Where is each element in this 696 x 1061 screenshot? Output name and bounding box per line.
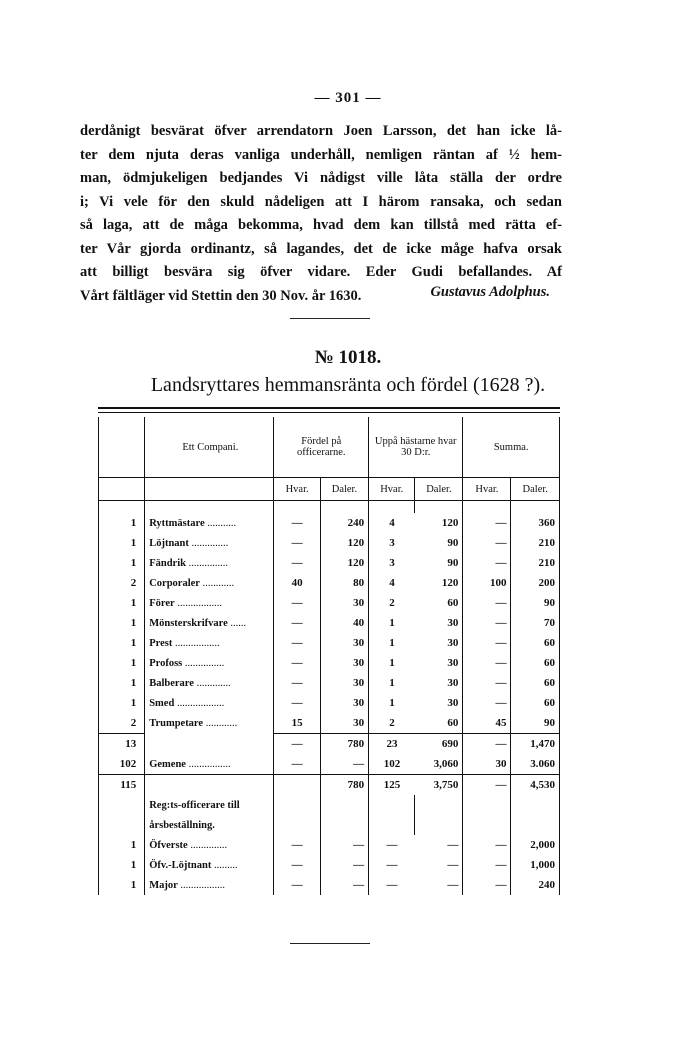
cell-e: —: [463, 613, 511, 633]
cell-name: Profoss ...............: [145, 653, 274, 673]
letter-line: i; Vi vele för den skuld nådeligen att I härom ransaka, och sedan: [80, 193, 562, 210]
cell-c: —: [386, 839, 398, 851]
cell-c: 23: [369, 734, 415, 755]
dot-leader: ............: [199, 577, 235, 589]
letter-line: att billigt besvära sig öfver vidare. Eder Gudi befallandes. Af: [80, 264, 562, 280]
dot-leader: ............: [203, 717, 238, 729]
dot-leader: .........: [211, 859, 238, 871]
signature: Gustavus Adolphus.: [430, 284, 550, 300]
section-label: årsbeställning.: [145, 815, 274, 835]
cell-b: 30: [320, 653, 368, 673]
cell-e: 100: [463, 573, 511, 593]
cell-name: Prest .................: [145, 633, 274, 653]
cell-d: 3,750: [415, 775, 463, 796]
cell-name: Trumpetare ............: [145, 713, 274, 734]
cell-f: 60: [511, 653, 560, 673]
cell-c: —: [386, 859, 398, 871]
cell-d: 690: [415, 734, 463, 755]
cell-a: —: [274, 673, 320, 693]
letter-line: Vårt fältläger vid Stettin den 30 Nov. år 1630.: [80, 287, 362, 304]
regiment-row: [99, 855, 560, 875]
cell-e: —: [463, 533, 511, 553]
cell-e: —: [463, 775, 511, 796]
cell-f: 200: [511, 573, 560, 593]
cell-n: 1: [99, 633, 145, 653]
letter-line: ter dem njuta deras vanliga underhåll, nemligen räntan af ½ hem-: [80, 146, 562, 163]
cell-e: —: [463, 734, 511, 755]
cell-n: 1: [99, 855, 145, 875]
table-row: [99, 553, 560, 573]
cell-a: —: [274, 613, 320, 633]
header-horses: Uppå hästarne hvar 30 D:r.: [369, 417, 463, 478]
cell-n: 1: [99, 553, 145, 573]
cell-n: 1: [99, 835, 145, 855]
header-company: Ett Compani.: [145, 417, 274, 478]
table-row: [99, 633, 560, 653]
cell-f: 210: [511, 553, 560, 573]
cell-b: 30: [320, 713, 368, 734]
cell-d: —: [415, 875, 463, 895]
cell-b: 120: [320, 553, 368, 573]
dot-leader: .................: [177, 879, 226, 891]
cell-a: —: [274, 693, 320, 713]
cell-f: 60: [511, 633, 560, 653]
cell-n: 2: [99, 573, 145, 593]
cell-n: 1: [99, 875, 145, 895]
cell-e: —: [463, 513, 511, 533]
cell-c: 3: [389, 557, 395, 569]
cell-d: 30: [415, 673, 463, 693]
cell-e: 45: [463, 713, 511, 734]
regiment-row: [99, 835, 560, 855]
cell-e: —: [463, 653, 511, 673]
cell-d: 120: [415, 573, 463, 593]
cell-f: 3.060: [511, 754, 560, 775]
cell-c: 4: [389, 517, 395, 529]
cell-n: 1: [99, 673, 145, 693]
cell-b: 120: [320, 533, 368, 553]
cell-c: —: [386, 879, 398, 891]
table-row: [99, 653, 560, 673]
dot-leader: ................: [185, 758, 231, 770]
dot-leader: .................: [174, 597, 222, 609]
cell-c: 2: [389, 597, 395, 609]
table-row: [99, 693, 560, 713]
table-row: [99, 713, 560, 734]
letter-line: ter Vår gjorda ordinantz, så lagandes, det de icke måge hafva orsak: [80, 240, 562, 257]
cell-a: —: [274, 653, 320, 673]
letter-text: [80, 120, 562, 308]
cell-name: Ryttmästare ...........: [145, 513, 274, 533]
dot-leader: ...............: [185, 557, 228, 569]
cell-f: 240: [511, 875, 560, 895]
cell-d: 3,060: [415, 754, 463, 775]
cell-d: 60: [415, 713, 463, 734]
subtotal-row: [99, 734, 560, 755]
cell-c: 2: [389, 717, 395, 729]
cell-n: 13: [99, 734, 145, 755]
dot-leader: .............: [193, 677, 231, 689]
cell-f: 4,530: [511, 775, 560, 796]
cell-n: 1: [99, 653, 145, 673]
subheader-daler: Daler.: [511, 478, 560, 501]
dot-leader: .................: [172, 637, 220, 649]
cell-a: —: [274, 513, 320, 533]
page-number: — 301 —: [314, 90, 382, 106]
subheader-hvar: Hvar.: [463, 478, 511, 501]
table-top-rule: [98, 412, 560, 413]
cell-a: —: [274, 835, 320, 855]
table-row: [99, 533, 560, 553]
cell-f: 1,000: [511, 855, 560, 875]
cell-a: —: [274, 633, 320, 653]
cell-c: 125: [369, 775, 415, 796]
cell-a: [274, 775, 320, 796]
cell-c: 1: [389, 617, 395, 629]
total-row: [99, 775, 560, 796]
dot-leader: ..................: [174, 697, 225, 709]
cell-e: 30: [463, 754, 511, 775]
cell-a: —: [274, 553, 320, 573]
cell-d: 30: [415, 613, 463, 633]
document-title: Landsryttares hemmansränta och fördel (1628 ?).: [150, 374, 546, 396]
cell-e: —: [463, 673, 511, 693]
cell-b: —: [320, 754, 368, 775]
cell-name: Corporaler ............: [145, 573, 274, 593]
cell-f: 2,000: [511, 835, 560, 855]
section-label-row: [99, 815, 560, 835]
cell-a: —: [274, 875, 320, 895]
section-label-row: [99, 795, 560, 815]
cell-f: 1,470: [511, 734, 560, 755]
cell-name: Öfverste ..............: [145, 835, 274, 855]
cell-b: 40: [320, 613, 368, 633]
header-sum: Summa.: [463, 417, 560, 478]
cell-e: —: [463, 593, 511, 613]
cell-c: 1: [389, 637, 395, 649]
cell-d: 60: [415, 593, 463, 613]
table-row: [99, 673, 560, 693]
cell-a: 15: [274, 713, 320, 734]
table-header-row: [99, 417, 560, 478]
cell-b: 30: [320, 693, 368, 713]
cell-b: 30: [320, 593, 368, 613]
cell-name: Öfv.-Löjtnant .........: [145, 855, 274, 875]
cell-b: 780: [320, 734, 368, 755]
letter-line: så laga, att de måga bekomma, hvad dem kan tillstå med rätta ef-: [80, 217, 562, 233]
cell-f: 60: [511, 673, 560, 693]
cell-name: Fändrik ...............: [145, 553, 274, 573]
table-row: [99, 573, 560, 593]
cell-name: Förer .................: [145, 593, 274, 613]
cell-a: —: [274, 855, 320, 875]
cell-e: —: [463, 835, 511, 855]
cell-e: —: [463, 693, 511, 713]
table-row: [99, 613, 560, 633]
cell-d: 30: [415, 653, 463, 673]
cell-b: —: [320, 835, 368, 855]
header-officers: Fördel på officerarne.: [274, 417, 369, 478]
cell-d: 90: [415, 553, 463, 573]
cell-name: Major .................: [145, 875, 274, 895]
divider: [290, 943, 370, 944]
cell-b: 80: [320, 573, 368, 593]
cell-d: 90: [415, 533, 463, 553]
cell-a: —: [274, 754, 320, 775]
document-number: № 1018.: [314, 347, 382, 368]
cell-name: [145, 734, 274, 755]
letter-line: derdånigt besvärat öfver arrendatorn Joen Larsson, det han icke lå-: [80, 123, 562, 139]
cell-b: —: [320, 875, 368, 895]
cell-f: 60: [511, 693, 560, 713]
cell-c: 1: [389, 657, 395, 669]
cell-b: 30: [320, 633, 368, 653]
table-subheader-row: [99, 478, 560, 501]
revenue-table: [98, 417, 560, 895]
cell-a: —: [274, 533, 320, 553]
cell-c: 1: [389, 677, 395, 689]
cell-n: 2: [99, 713, 145, 734]
cell-e: —: [463, 553, 511, 573]
cell-a: —: [274, 734, 320, 755]
cell-n: 102: [99, 754, 145, 775]
table-top-rule: [98, 407, 560, 409]
cell-b: 240: [320, 513, 368, 533]
cell-a: —: [274, 593, 320, 613]
cell-n: 1: [99, 533, 145, 553]
gemene-row: [99, 754, 560, 775]
cell-f: 90: [511, 713, 560, 734]
cell-name: Balberare .............: [145, 673, 274, 693]
cell-name: Löjtnant ..............: [145, 533, 274, 553]
table-row: [99, 593, 560, 613]
cell-n: 1: [99, 593, 145, 613]
cell-n: 1: [99, 513, 145, 533]
cell-c: 102: [383, 758, 401, 770]
dot-leader: ...........: [204, 517, 237, 529]
cell-d: —: [415, 835, 463, 855]
table-row: [99, 513, 560, 533]
cell-d: 30: [415, 633, 463, 653]
subheader-daler: Daler.: [415, 478, 463, 501]
cell-d: —: [415, 855, 463, 875]
cell-f: 70: [511, 613, 560, 633]
cell-name: Smed ..................: [145, 693, 274, 713]
cell-d: 120: [415, 513, 463, 533]
dot-leader: ...............: [182, 657, 225, 669]
cell-n: 1: [99, 613, 145, 633]
cell-name: Mönsterskrifvare ......: [145, 613, 274, 633]
cell-d: 30: [415, 693, 463, 713]
letter-line: man, ödmjukeligen bedjandes Vi nådigst ville låta ställa der ordre: [80, 170, 562, 186]
cell-e: —: [463, 875, 511, 895]
cell-b: 30: [320, 673, 368, 693]
dot-leader: ..............: [187, 839, 228, 851]
cell-e: —: [463, 855, 511, 875]
cell-n: 1: [99, 693, 145, 713]
divider: [290, 318, 370, 319]
cell-c: 3: [389, 537, 395, 549]
cell-b: —: [320, 855, 368, 875]
cell-f: 90: [511, 593, 560, 613]
cell-e: —: [463, 633, 511, 653]
cell-a: 40: [274, 573, 320, 593]
dot-leader: ..............: [188, 537, 229, 549]
section-label: Reg:ts-officerare till: [145, 795, 274, 815]
subheader-hvar: Hvar.: [274, 478, 320, 501]
cell-f: 210: [511, 533, 560, 553]
cell-name: Gemene ................: [145, 754, 274, 775]
subheader-hvar: Hvar.: [369, 478, 415, 501]
subheader-daler: Daler.: [320, 478, 368, 501]
cell-name: [145, 775, 274, 796]
dot-leader: ......: [227, 617, 247, 629]
regiment-row: [99, 875, 560, 895]
cell-c: 1: [389, 697, 395, 709]
cell-b: 780: [320, 775, 368, 796]
cell-n: 115: [99, 775, 145, 796]
cell-f: 360: [511, 513, 560, 533]
cell-c: 4: [389, 577, 395, 589]
